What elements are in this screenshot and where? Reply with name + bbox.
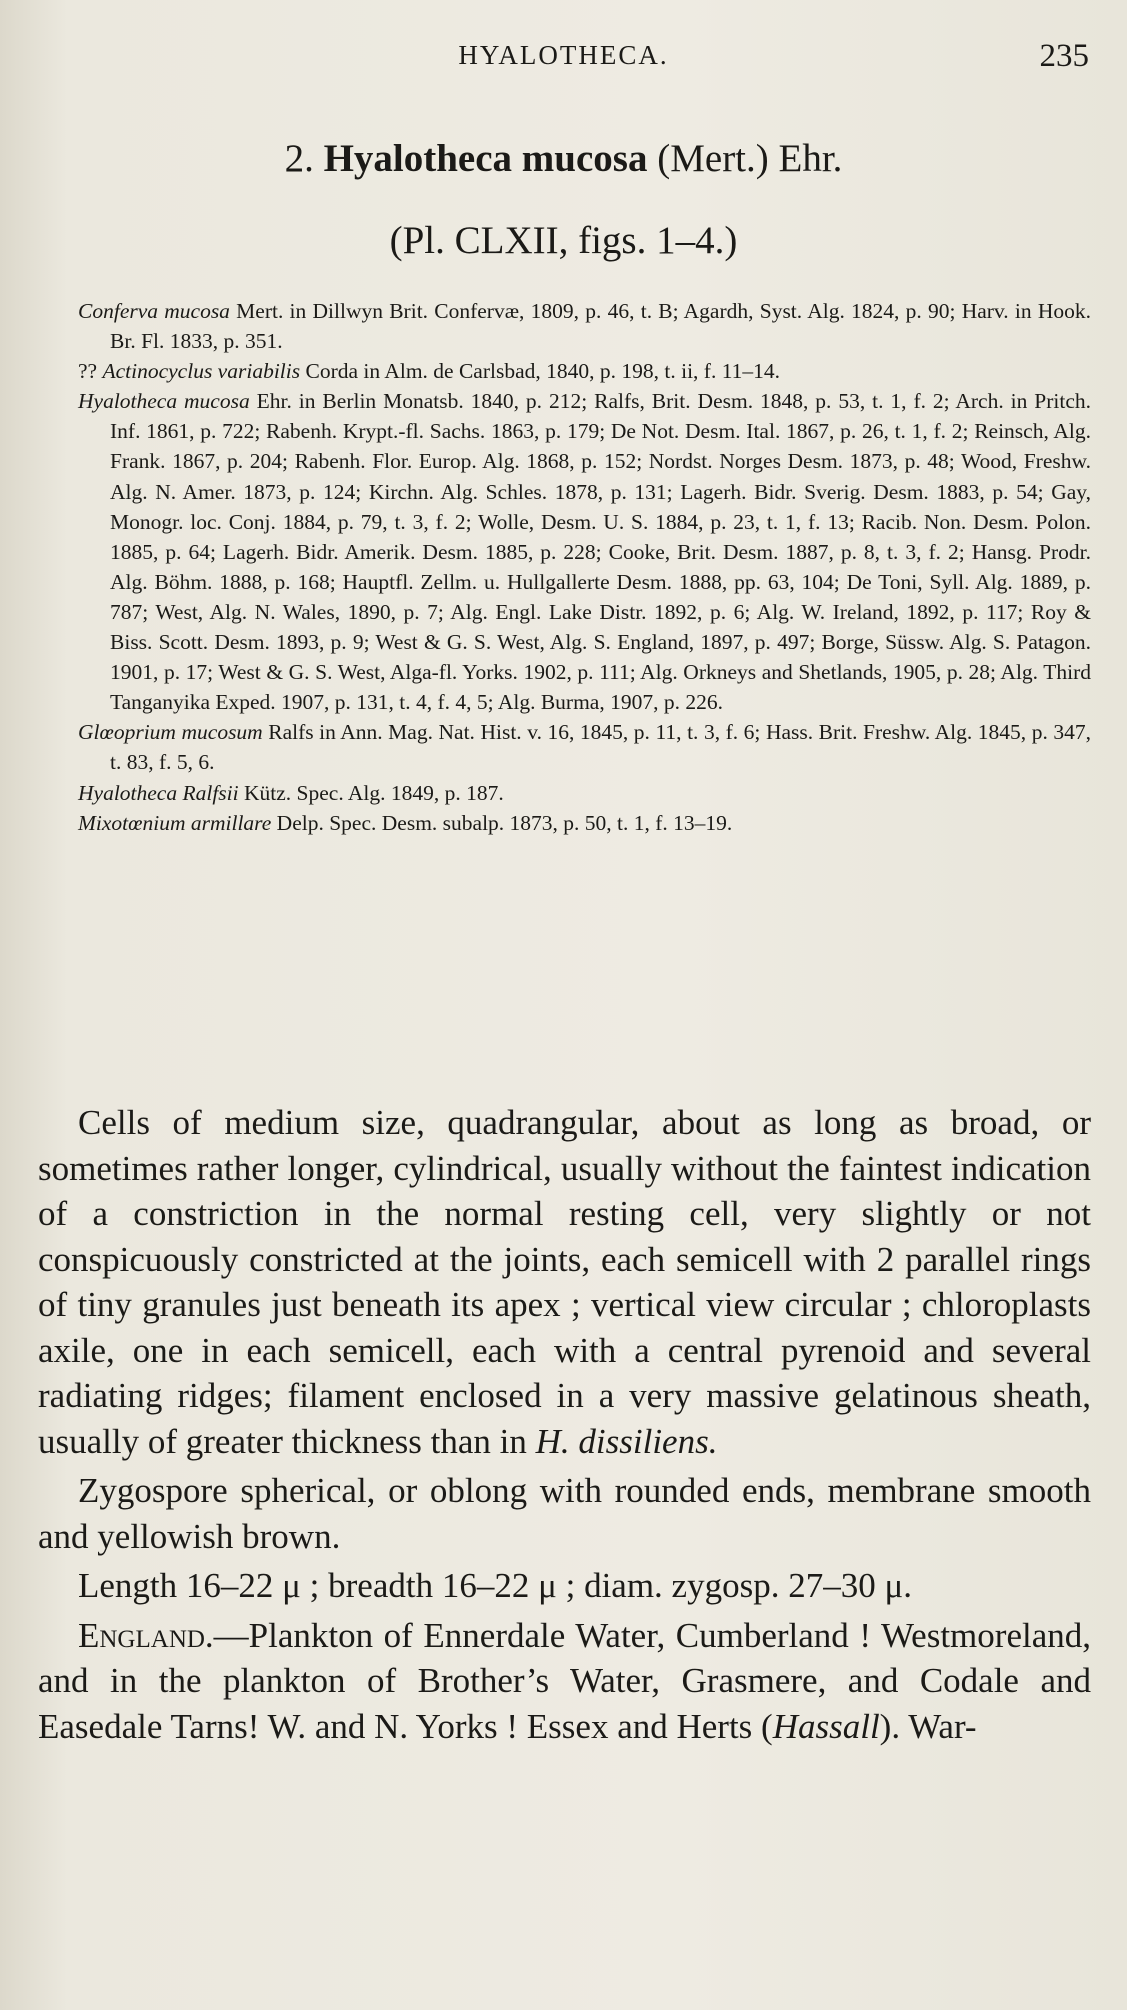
running-title: HYALOTHECA. [458,40,669,70]
synonym-taxon: Hyalotheca Ralfsii [78,780,239,805]
page-number: 235 [1039,38,1089,74]
species-reference: H. dissiliens. [535,1421,718,1461]
synonym-citations: Mert. in Dillwyn Brit. Confervæ, 1809, p. 46, t. B; Agardh, Syst. Alg. 1824, p. 90; Harv. in Hook. Br. Fl. 1833, p. 351. [110,299,1091,354]
collector-name: Hassall [772,1706,880,1746]
synonymy-entry [78,778,1091,808]
description-paragraph: Cells of medium size, quadrangular, about as long as broad, or sometimes rather longer, cylindrical, usually without the faintest indication of a constriction in the normal resting cell, very slightly or not conspicuously constricted at the joints, each semicell with 2 parallel rings of tiny granules just beneath its apex ; vertical view circular ; chloroplasts axile, one in each semicell, each with a central pyrenoid and several radiating ridges; filament enclosed in a very massive gelatinous sheath, usually of greater thickness than in H. dissiliens. [38,1103,1091,1461]
synonymy-entry [78,808,1091,838]
measurements-paragraph: Length 16–22 μ ; breadth 16–22 μ ; diam. zygosp. 27–30 μ. [78,1566,912,1605]
running-head [0,38,1127,78]
synonym-taxon: Conferva mucosa [78,299,230,323]
zygospore-paragraph: Zygospore spherical, or oblong with rounded ends, membrane smooth and yellowish brown. [38,1471,1091,1556]
synonymy-entry [78,386,1091,717]
species-name: Hyalotheca mucosa [323,137,648,180]
synonym-taxon: Glœoprium mucosum [78,720,263,745]
species-authority: (Mert.) Ehr. [657,137,843,180]
species-description [38,1100,1091,1753]
species-number: 2. [284,137,314,180]
doubt-mark: ?? [78,359,103,384]
synonym-taxon: Actinocyclus variabilis [102,359,301,384]
synonymy-entry [78,717,1091,777]
synonym-citations: Corda in Alm. de Carlsbad, 1840, p. 198, t. ii, f. 11–14. [300,359,781,384]
synonym-citations: Delp. Spec. Desm. subalp. 1873, p. 50, t. 1, f. 13–19. [271,810,733,835]
region-label: England. [78,1615,214,1655]
synonymy-entry [78,356,1091,386]
synonymy-list [78,296,1091,838]
synonym-taxon: Mixotœnium armillare [78,810,272,835]
synonym-citations: Ehr. in Berlin Monatsb. 1840, p. 212; Ralfs, Brit. Desm. 1848, p. 53, t. 1, f. 2; Arch. in Pritch. Inf. 1861, p. 722; Rabenh. Krypt.-fl. Sachs. 1863, p. 179; De Not. Desm. Ital. 1867, p. 26, t. 1, f. 2; Reinsch, Alg. Frank. 1867, p. 204; Rabenh. Flor. Europ. Alg. 1868, p. 152; Nordst. Norges Desm. 1873, p. 48; Wood, Freshw. Alg. N. Amer. 1873, p. 124; Kirchn. Alg. Schles. 1878, p. 131; Lagerh. Bidr. Sverig. Desm. 1883, p. 54; Gay, Monogr. loc. Conj. 1884, p. 79, t. 3, f. 2; Wolle, Desm. U. S. 1884, p. 23, t. 1, f. 13; Racib. Non. Desm. Polon. 1885, p. 64; Lagerh. Bidr. Amerik. Desm. 1885, p. 228; Cooke, Brit. Desm. 1887, p. 8, t. 3, f. 2; Hansg. Prodr. Alg. Böhm. 1888, p. 168; Hauptfl. Zellm. u. Hullgallerte Desm. 1888, pp. 63, 104; De Toni, Syll. Alg. 1889, p. 787; West, Alg. N. Wales, 1890, p. 7; Alg. Engl. Lake Distr. 1892, p. 6; Alg. W. Ireland, 1892, p. 117; Roy & Biss. Scott. Desm. 1893, p. 9; West & G. S. West, Alg. S. England, 1897, p. 497; Borge, Süssw. Alg. S. Patagon. 1901, p. 17; West & G. S. West, Alga-fl. Yorks. 1902, p. 111; Alg. Orkneys and Shetlands, 1905, p. 28; Alg. Third Tanganyika Exped. 1907, p. 131, t. 4, f. 4, 5; Alg. Burma, 1907, p. 226. [110,389,1091,715]
synonym-citations: Kütz. Spec. Alg. 1849, p. 187. [238,780,504,805]
plate-reference: (Pl. CLXII, figs. 1–4.) [389,219,738,262]
synonym-citations: Ralfs in Ann. Mag. Nat. Hist. v. 16, 1845, p. 11, t. 3, f. 6; Hass. Brit. Freshw. Alg. 1845, p. 347, t. 83, f. 5, 6. [110,720,1092,775]
distribution-paragraph: England.—Plankton of Ennerdale Water, Cumberland ! Westmoreland, and in the plankton of Brother’s Water, Grasmere, and Codale and Easedale Tarns! W. and N. Yorks ! Essex and Herts (Hassall). War- [38,1615,1091,1746]
synonymy-entry [78,296,1091,356]
species-heading [0,136,1127,181]
synonym-taxon: Hyalotheca mucosa [78,389,250,414]
